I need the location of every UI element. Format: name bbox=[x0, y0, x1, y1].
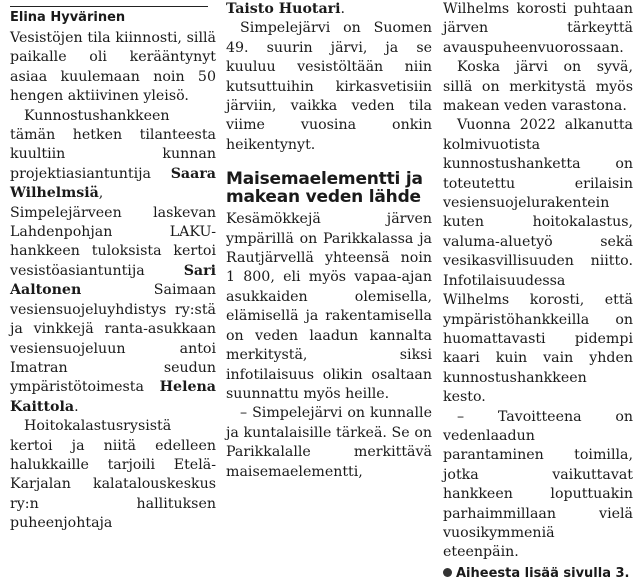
text-run: Kunnostushankkeen tämän hetken tilanteesta kuultiin kunnan projektiasiantuntija bbox=[10, 107, 216, 182]
paragraph: Kesämökkejä järven ympärillä on Parikkalassa ja Rautjärvellä yhteensä noin 1 800, eli myös vapaa-ajan asukkaiden olemisella, elämisellä ja rakentamisella on veden laadun kannalta merkitystä, siksi infotilaisuus olikin osaltaan suunnattu myös heille. bbox=[226, 211, 432, 402]
bullet-icon bbox=[443, 568, 452, 577]
paragraph: Simpelejärvi on Suomen 49. suurin järvi, ja se kuuluu vesistöltään niin kutsuttuihin kirkasvetisiin järviin, vaikka veden tila viime vuosina onkin heikentynyt. bbox=[226, 20, 432, 153]
see-more-text: Aiheesta lisää sivulla 3. bbox=[456, 565, 630, 581]
paragraph: Koska järvi on syvä, sillä on merkitystä myös makean veden varastona. bbox=[443, 59, 633, 115]
person-name: Taisto Huotari bbox=[226, 1, 341, 17]
text-run: . bbox=[340, 1, 346, 17]
paragraph: – Simpelejärvi on kunnalle ja kuntalaisille tärkeä. Se on Parikkalalle merkittävä maisemaelementti, bbox=[226, 405, 432, 480]
subheading: Maisemaelementti ja makean veden lähde bbox=[226, 169, 423, 208]
paragraph: – Tavoitteena on vedenlaadun parantaminen toimilla, jotka vaikuttavat hankkeen loputtuakin parhaimmillaan vielä vuosikymmeniä eteenpäin. bbox=[443, 408, 633, 561]
byline-author: Elina Hyvärinen bbox=[10, 10, 126, 25]
byline-divider bbox=[10, 6, 208, 7]
paragraph bbox=[10, 107, 216, 418]
person-name: Saara Wilhelmsiä bbox=[10, 165, 216, 202]
article-column-3 bbox=[443, 0, 633, 583]
article-column-2 bbox=[226, 0, 432, 482]
text-run: , Simpelejärveen laskevan Lahdenpohjan LAKU-hankkeen tuloksista kertoi vesistöasiantuntija bbox=[10, 185, 216, 279]
text-run: . bbox=[74, 398, 79, 415]
paragraph: Vuonna 2022 alkanutta kolmivuotista kunnostushanketta on toteutettu erilaisin vesiensuojelurakentein kuten hoitokalastus, valuma-aluetyö sekä vesikasvillisuuden niitto. Infotilaisuudessa Wilhelms korosti, että ympäristöhankkeilla on huomattavasti pidempi kaari kuin vain yhden kunnostushankkeen kesto. bbox=[443, 117, 633, 406]
article-column-1 bbox=[10, 0, 216, 534]
person-name: Helena Kaittola bbox=[10, 379, 216, 415]
paragraph: Wilhelms korosti puhtaan järven tärkeyttä avauspuheenvuorossaan. bbox=[443, 1, 633, 56]
person-name: Sari Aaltonen bbox=[10, 262, 216, 299]
paragraph: Hoitokalastusrysistä kertoi ja niitä edelleen halukkaille tarjoili Etelä-Karjalan kalatalouskeskus ry:n hallituksen puheenjohtaja bbox=[10, 418, 216, 532]
see-more-reference bbox=[443, 564, 633, 583]
text-run: Saimaan vesiensuojeluyhdistys ry:stä ja vinkkejä ranta-asukkaan vesiensuojeluun antoi Imatran seudun ympäristötoimesta bbox=[10, 282, 216, 396]
paragraph bbox=[226, 0, 432, 19]
paragraph: Vesistöjen tila kiinnosti, sillä paikalle oli kerääntynyt asiaa kuulemaan noin 50 hengen aktiivinen yleisö. bbox=[10, 30, 216, 105]
